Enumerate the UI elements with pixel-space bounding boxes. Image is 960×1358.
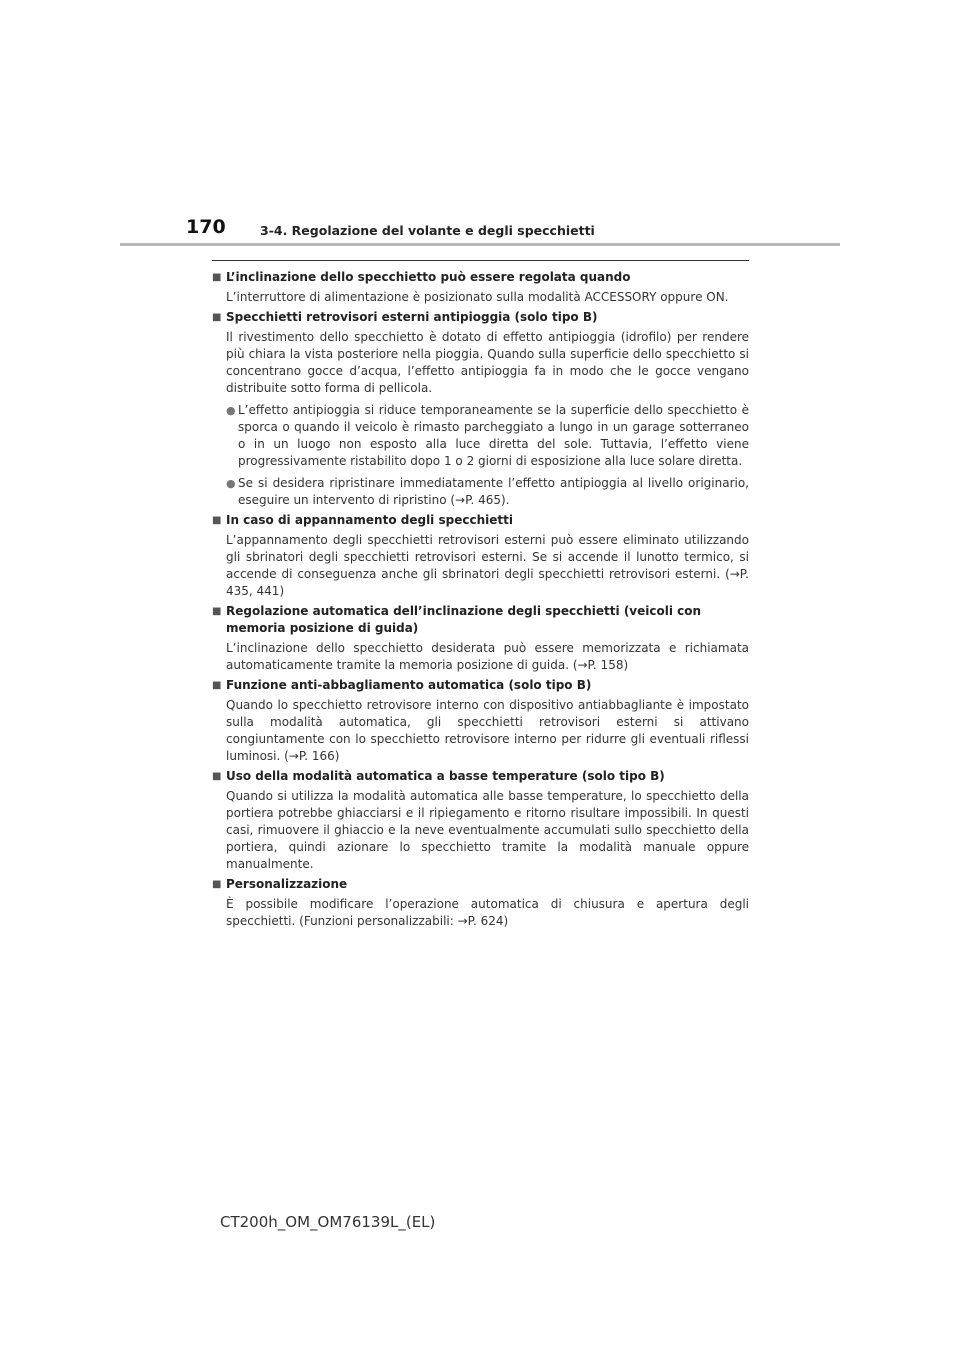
section-5 (212, 677, 749, 765)
section-7 (212, 876, 749, 930)
section-title: Uso della modalità automatica a basse temperature (solo tipo B) (226, 769, 665, 783)
section-square-icon: ■ (212, 515, 222, 526)
section-1 (212, 269, 749, 306)
section-4 (212, 603, 749, 674)
section-title: Regolazione automatica dell’inclinazione degli specchietti (veicoli con memoria posizione di guida) (226, 604, 702, 635)
section-title: Personalizzazione (226, 877, 348, 891)
bullet-item (226, 402, 749, 470)
section-heading (212, 603, 749, 637)
bullet-item (226, 475, 749, 509)
section-body: L’inclinazione dello specchietto desiderata può essere memorizzata e richiamata automaticamente tramite la memoria posizione di guida. (→P. 158) (226, 641, 749, 672)
section-heading (212, 309, 749, 326)
section-3 (212, 512, 749, 600)
bullet-text: Se si desidera ripristinare immediatamente l’effetto antipioggia al livello originario, eseguire un intervento di ripristino (→P. 465). (238, 476, 749, 507)
section-body: Il rivestimento dello specchietto è dotato di effetto antipioggia (idrofilo) per rendere più chiara la vista posteriore nella pioggia. Quando sulla superficie dello specchietto si concentrano gocce d’acqua, l’effetto antipioggia fa in modo che le gocce vengano distribuite sotto forma di pellicola. (226, 330, 749, 395)
section-heading (212, 512, 749, 529)
section-body: Quando si utilizza la modalità automatica alle basse temperature, lo specchietto della portiera potrebbe ghiacciarsi e il ripiegamento e ritorno risultare impossibili. In questi casi, rimuovere il ghiaccio e la neve eventualmente accumulati sullo specchietto della portiera, quindi azionare lo specchietto tramite la modalità manuale oppure manualmente. (226, 789, 749, 871)
section-square-icon: ■ (212, 771, 222, 782)
header-divider (120, 243, 840, 246)
section-heading (212, 269, 749, 286)
section-body: L’interruttore di alimentazione è posizionato sulla modalità ACCESSORY oppure ON. (226, 290, 729, 304)
section-square-icon: ■ (212, 272, 222, 283)
section-square-icon: ■ (212, 312, 222, 323)
manual-code-footer: CT200h_OM_OM76139L_(EL) (220, 1213, 436, 1231)
section-2 (212, 309, 749, 509)
section-title: Specchietti retrovisori esterni antipioggia (solo tipo B) (226, 310, 598, 324)
section-body: È possibile modificare l’operazione automatica di chiusura e apertura degli specchietti. (Funzioni personalizzabili: →P. 624) (226, 897, 749, 928)
section-title: L’inclinazione dello specchietto può essere regolata quando (226, 270, 631, 284)
section-heading (212, 876, 749, 893)
bullet-text: L’effetto antipioggia si riduce temporaneamente se la superficie dello specchietto è sporca o quando il veicolo è rimasto parcheggiato a lungo in un garage sotterraneo o in un luogo non esposto alla luce diretta del sole. Tuttavia, l’effetto viene progressivamente ristabilito dopo 1 o 2 giorni di esposizione alla luce solare diretta. (238, 403, 749, 468)
page-number: 170 (186, 216, 226, 238)
section-square-icon: ■ (212, 606, 222, 617)
bullet-dot-icon: ● (226, 404, 236, 417)
section-6 (212, 768, 749, 873)
section-heading (212, 677, 749, 694)
section-title: Funzione anti-abbagliamento automatica (solo tipo B) (226, 678, 592, 692)
section-square-icon: ■ (212, 680, 222, 691)
bullet-dot-icon: ● (226, 477, 236, 490)
content-top-rule (212, 260, 749, 261)
section-square-icon: ■ (212, 879, 222, 890)
section-heading (212, 768, 749, 785)
section-body: Quando lo specchietto retrovisore interno con dispositivo antiabbagliante è impostato sulla modalità automatica, gli specchietti retrovisori esterni si attivano congiuntamente con lo specchietto retrovisore interno per ridurre gli eventuali riflessi luminosi. (→P. 166) (226, 698, 749, 763)
content-area (212, 269, 749, 933)
section-title: In caso di appannamento degli specchietti (226, 513, 513, 527)
section-body: L’appannamento degli specchietti retrovisori esterni può essere eliminato utilizzando gli sbrinatori degli specchietti retrovisori esterni. Se si accende il lunotto termico, si accende di conseguenza anche gli sbrinatori degli specchietti retrovisori esterni. (→P. 435, 441) (226, 533, 749, 598)
chapter-title: 3-4. Regolazione del volante e degli specchietti (260, 223, 595, 238)
